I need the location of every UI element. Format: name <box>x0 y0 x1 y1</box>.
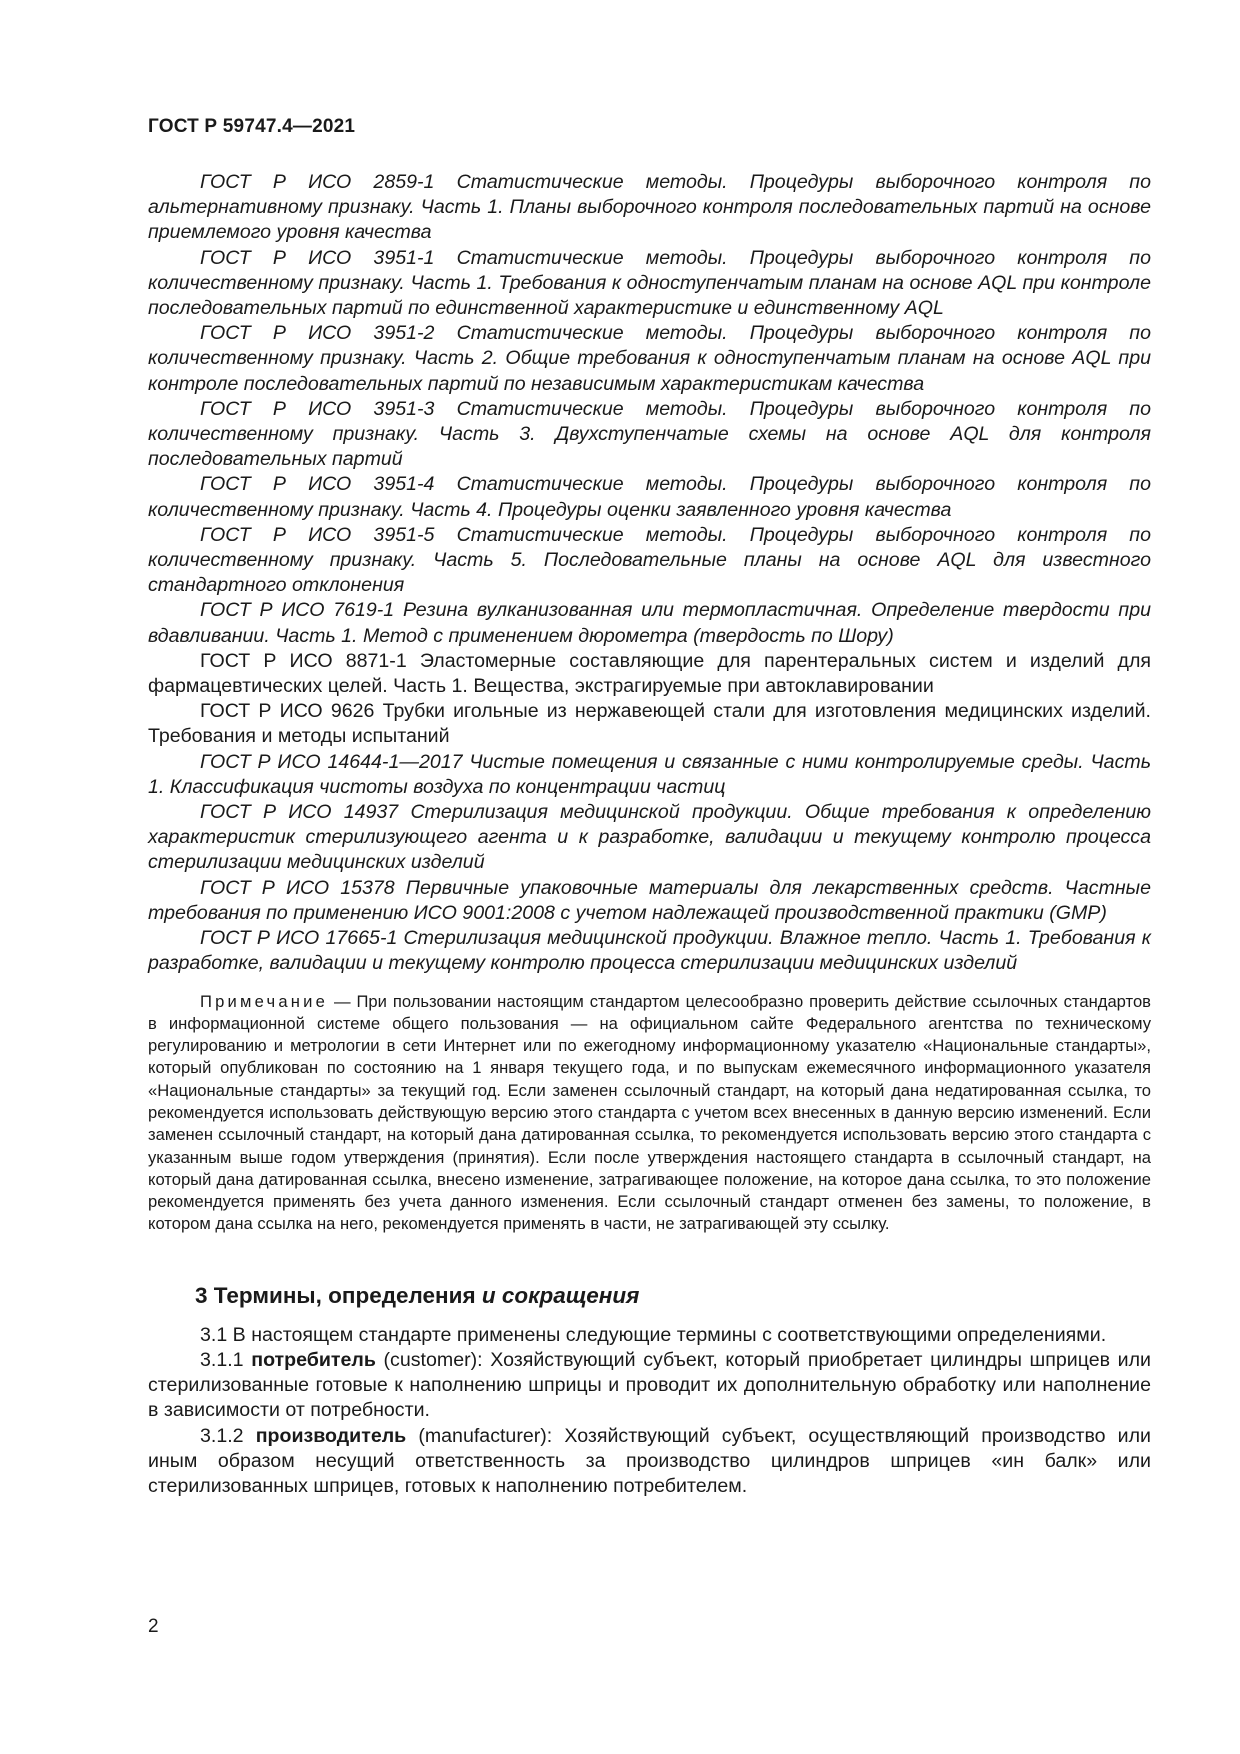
reference-entry: ГОСТ Р ИСО 14644-1—2017 Чистые помещения и связанные с ними контролируемые среды. Часть 1. Классификация чистоты воздуха по концентрации частиц <box>148 750 1151 798</box>
term-text: (manufacturer): Хозяйствующий субъект, осуществляющий производство или иным образом несущий ответственность за производство цилиндров шприцев «ин балк» или стерилизованных шприцев, готовых к наполнению потребителем. <box>148 1424 1151 1497</box>
section-title-italic: и сокращения <box>481 1282 640 1308</box>
note-label: Примечание <box>200 991 329 1011</box>
reference-entry: ГОСТ Р ИСО 7619-1 Резина вулканизованная или термопластичная. Определение твердости при вдавливании. Часть 1. Метод с применением дюрометра (твердость по Шору) <box>148 599 1151 647</box>
reference-entry: ГОСТ Р ИСО 14937 Стерилизация медицинской продукции. Общие требования к определению характеристик стерилизующего агента и к разработке, валидации и текущему контролю процесса стерилизации медицинских изделий <box>148 801 1151 874</box>
reference-entry: ГОСТ Р ИСО 3951-3 Статистические методы. Процедуры выборочного контроля по количественному признаку. Часть 3. Двухступенчатые схемы на основе AQL для контроля последовательных партий <box>148 397 1151 471</box>
term-definition <box>148 1424 1151 1500</box>
section-heading <box>195 1283 1151 1309</box>
reference-entry: ГОСТ Р ИСО 3951-4 Статистические методы. Процедуры выборочного контроля по количественному признаку. Часть 4. Процедуры оценки заявленного уровня качества <box>148 473 1151 521</box>
note-text: — При пользовании настоящим стандартом целесообразно проверить действие ссылочных стандартов в информационной системе общего пользования — на официальном сайте Федерального агентства по техническому регулированию и метрологии в сети Интернет или по ежегодному информационному указателю «Национальные стандарты», который опубликован по состоянию на 1 января текущего года, и по выпускам ежемесячного информационного указателя «Национальные стандарты» за текущий год. Если заменен ссылочный стандарт, на который дана недатированная ссылка, то рекомендуется использовать действующую версию этого стандарта с учетом всех внесенных в данную версию изменений. Если заменен ссылочный стандарт, на который дана датированная ссылка, то рекомендуется использовать версию этого стандарта с указанным выше годом утверждения (принятия). Если после утверждения настоящего стандарта в ссылочный стандарт, на который дана датированная ссылка, внесено изменение, затрагивающее положение, на которое дана ссылка, то это положение рекомендуется применять без учета данного изменения. Если ссылочный стандарт отменен без замены, то положение, в котором дана ссылка на него, рекомендуется применять в части, не затрагивающей эту ссылку. <box>148 991 1151 1234</box>
document-body <box>148 170 1151 1499</box>
reference-entry: ГОСТ Р ИСО 9626 Трубки игольные из нержавеющей стали для изготовления медицинских изделий. Требования и методы испытаний <box>148 700 1151 748</box>
term-text: (customer): Хозяйствующий субъект, который приобретает цилиндры шприцев или стерилизованные готовые к наполнению шприцы и проводит их дополнительную обработку или наполнение в зависимости от потребности. <box>148 1348 1151 1422</box>
reference-entry: ГОСТ Р ИСО 15378 Первичные упаковочные материалы для лекарственных средств. Частные требования по применению ИСО 9001:2008 с учетом надлежащей производственной практики (GMP) <box>148 876 1151 924</box>
term-number: 3.1.1 <box>200 1348 252 1371</box>
page-number: 2 <box>148 1616 159 1637</box>
section-intro: 3.1 В настоящем стандарте применены следующие термины с соответствующими определениями. <box>200 1323 1107 1346</box>
reference-entry: ГОСТ Р ИСО 3951-2 Статистические методы. Процедуры выборочного контроля по количественному признаку. Часть 2. Общие требования к одноступенчатым планам на основе AQL при контроле последовательных партий по независимым характеристикам качества <box>148 322 1151 395</box>
reference-entry: ГОСТ Р ИСО 3951-1 Статистические методы. Процедуры выборочного контроля по количественному признаку. Часть 1. Требования к одноступенчатым планам на основе AQL при контроле последовательных партий по единственной характеристике и единственному AQL <box>148 246 1151 320</box>
reference-entry: ГОСТ Р ИСО 8871-1 Эластомерные составляющие для парентеральных систем и изделий для фармацевтических целей. Часть 1. Вещества, экстрагируемые при автоклавировании <box>148 649 1151 698</box>
standard-code-header: ГОСТ Р 59747.4—2021 <box>148 116 356 137</box>
term-definition <box>148 1348 1151 1424</box>
reference-entry: ГОСТ Р ИСО 3951-5 Статистические методы. Процедуры выборочного контроля по количественному признаку. Часть 5. Последовательные планы на основе AQL для известного стандартного отклонения <box>148 523 1151 597</box>
reference-entry: ГОСТ Р ИСО 17665-1 Стерилизация медицинской продукции. Влажное тепло. Часть 1. Требования к разработке, валидации и текущему контролю процесса стерилизации медицинских изделий <box>148 927 1151 975</box>
note-paragraph <box>148 991 1151 1236</box>
section-title-main: 3 Термины, определения <box>195 1282 482 1308</box>
term-name: потребитель <box>251 1348 376 1371</box>
reference-entry: ГОСТ Р ИСО 2859-1 Статистические методы. Процедуры выборочного контроля по альтернативному признаку. Часть 1. Планы выборочного контроля последовательных партий на основе приемлемого уровня качества <box>148 171 1151 244</box>
term-number: 3.1.2 <box>200 1424 256 1447</box>
term-name: производитель <box>255 1424 407 1447</box>
